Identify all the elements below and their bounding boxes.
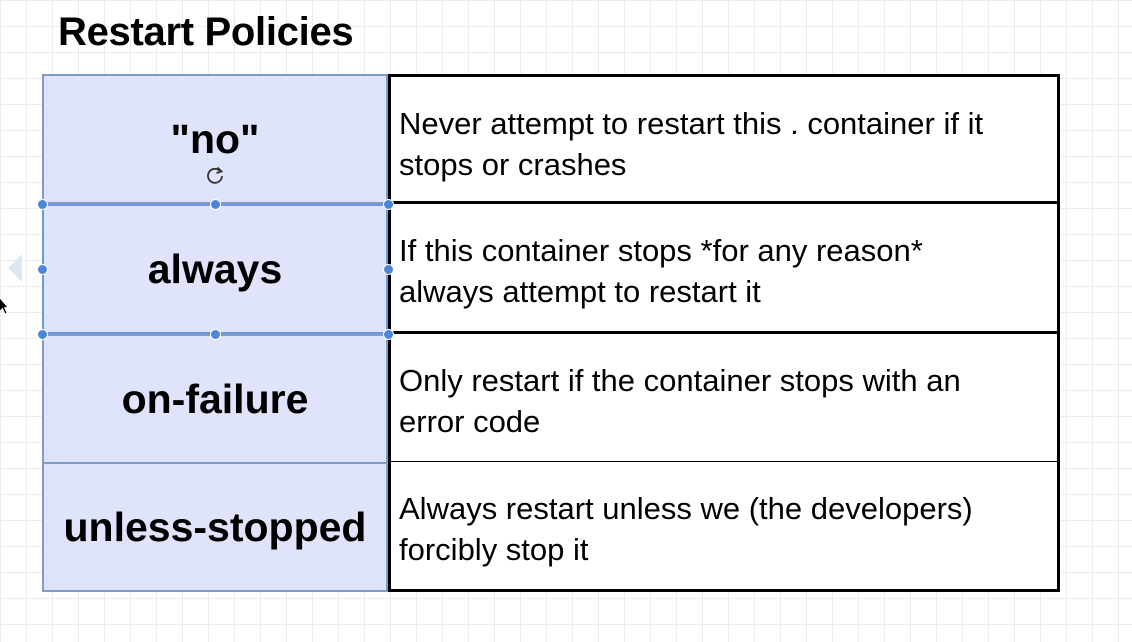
page-title: Restart Policies <box>58 10 354 54</box>
description-line: Only restart if the container stops with an <box>399 363 961 398</box>
mouse-cursor-icon <box>0 296 8 316</box>
description-line: Never attempt to restart this . container if it <box>399 106 984 141</box>
selection-handle-middle-right[interactable] <box>383 264 394 275</box>
selection-handle-top-left[interactable] <box>37 199 48 210</box>
restart-policies-table <box>42 74 1060 592</box>
description-cell[interactable] <box>388 334 1060 464</box>
description-line: If this container stops *for any reason* <box>399 233 923 268</box>
policy-cell-unless-stopped[interactable]: unless-stopped <box>42 462 388 592</box>
description-cell[interactable] <box>388 204 1060 334</box>
selection-handle-top-middle[interactable] <box>210 199 221 210</box>
description-line: Always restart unless we (the developers) <box>399 491 973 526</box>
selection-handle-top-right[interactable] <box>383 199 394 210</box>
rotate-icon[interactable] <box>204 164 226 186</box>
description-cell[interactable] <box>388 462 1060 592</box>
left-arrow-icon[interactable] <box>8 254 22 282</box>
description-line: error code <box>399 404 541 439</box>
description-line: always attempt to restart it <box>399 274 761 309</box>
description-line: stops or crashes <box>399 147 627 182</box>
table-row <box>42 334 1060 464</box>
selection-handle-bottom-middle[interactable] <box>210 329 221 340</box>
selection-handle-middle-left[interactable] <box>37 264 48 275</box>
selection-handle-bottom-right[interactable] <box>383 329 394 340</box>
description-line: forcibly stop it <box>399 532 589 567</box>
policy-cell-on-failure[interactable]: on-failure <box>42 334 388 464</box>
description-cell[interactable] <box>388 74 1060 204</box>
policy-cell-no[interactable]: "no" <box>42 74 388 204</box>
table-row <box>42 204 1060 334</box>
table-row <box>42 74 1060 204</box>
table-row <box>42 462 1060 592</box>
selection-handle-bottom-left[interactable] <box>37 329 48 340</box>
policy-cell-always[interactable]: always <box>42 204 388 334</box>
